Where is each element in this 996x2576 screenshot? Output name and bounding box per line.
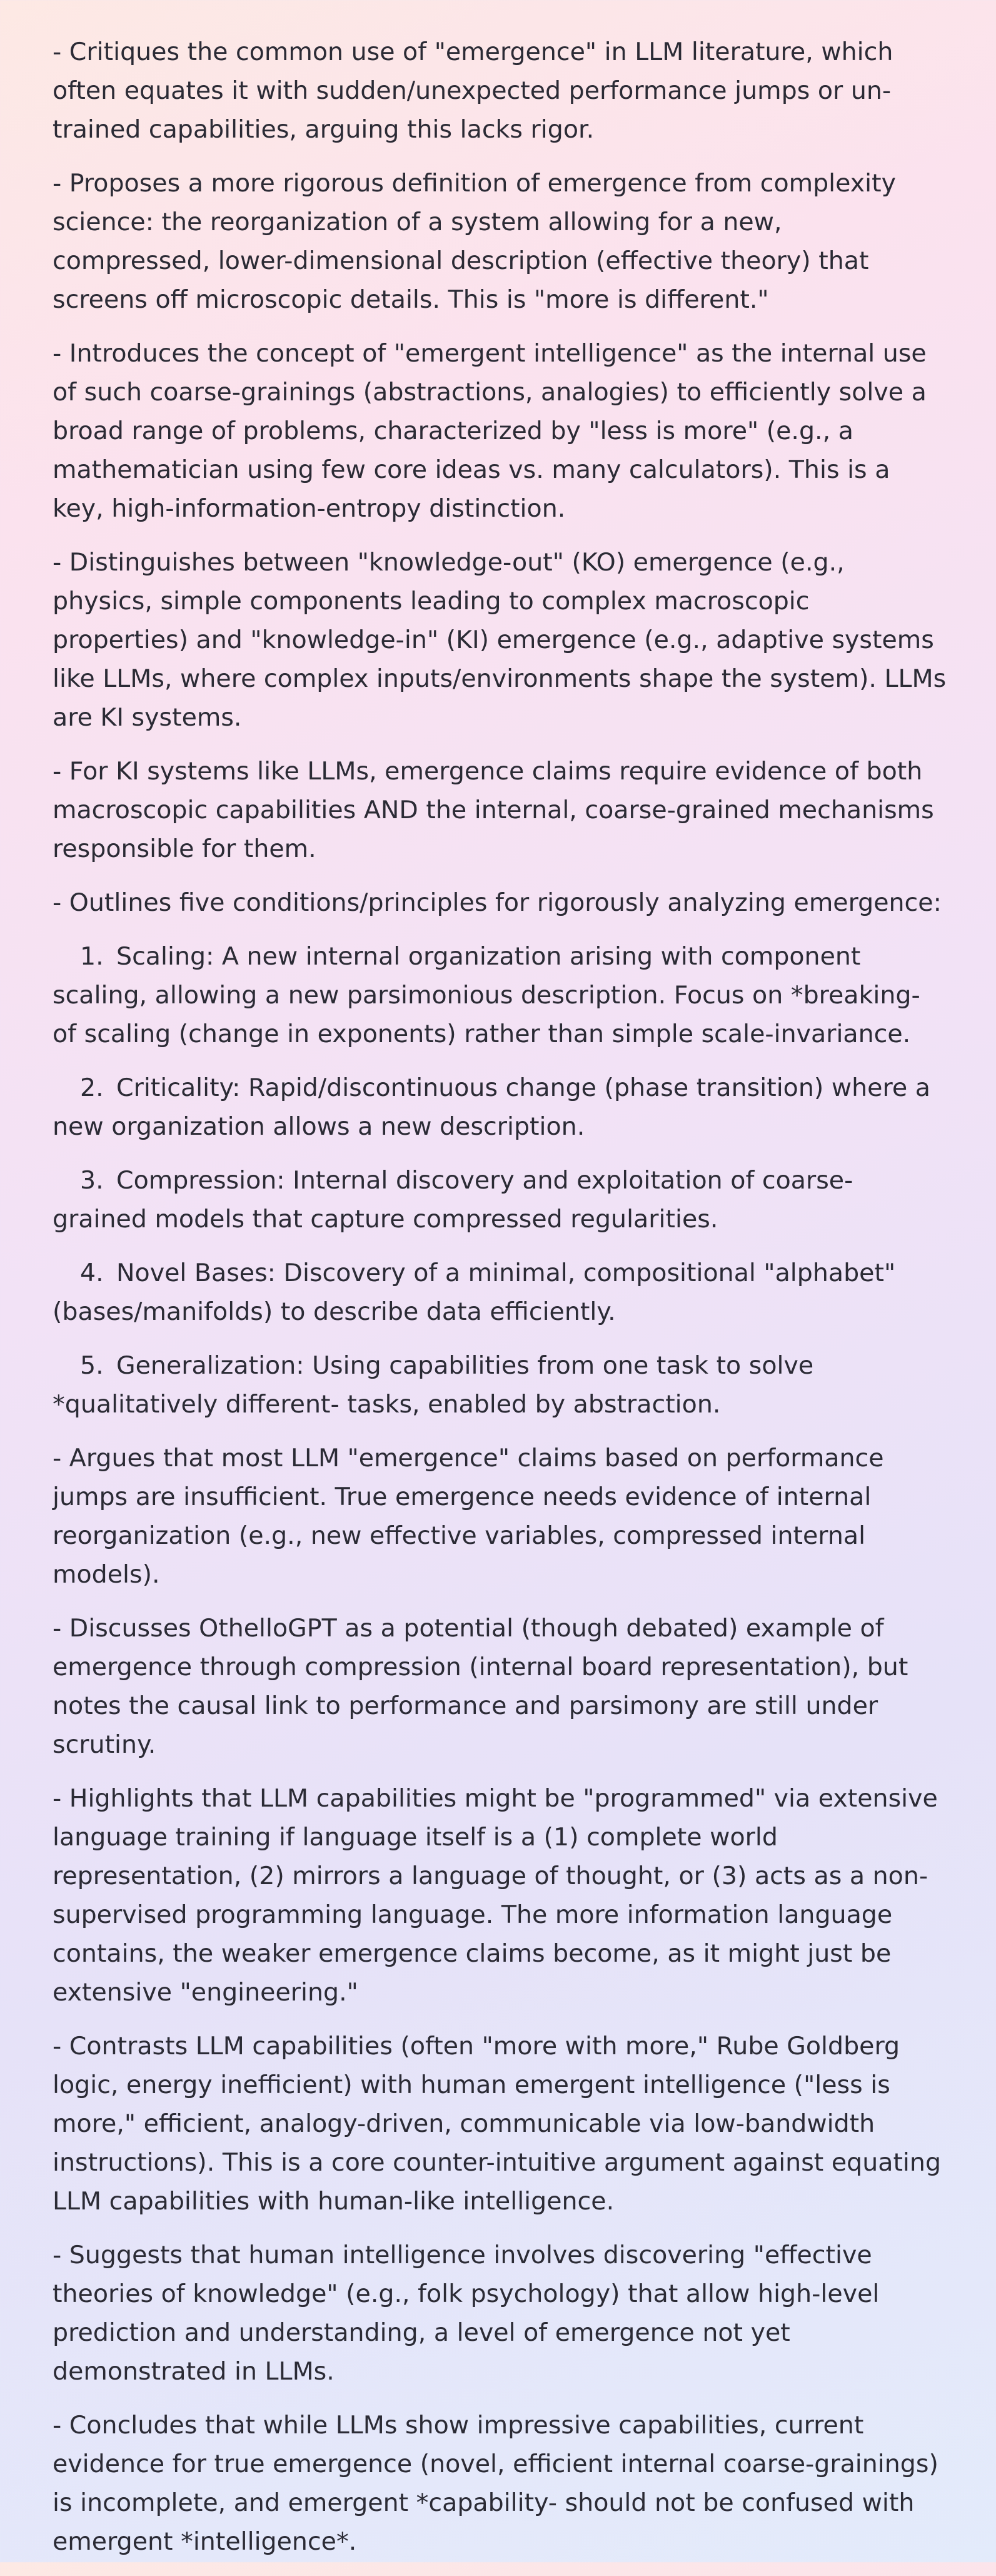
condition-text: Compression: Internal discovery and exploitation of coarse-grained models that capture compressed regularities.	[53, 1166, 853, 1234]
paragraph-insufficient-claims: - Argues that most LLM "emergence" claims based on performance jumps are insufficient. True emergence needs evidence of internal reorganization (e.g., new effective variables, compressed internal models).	[53, 1444, 884, 1589]
condition-item	[53, 1254, 947, 1331]
condition-number: 1.	[80, 942, 104, 971]
condition-text: Criticality: Rapid/discontinuous change (phase transition) where a new organization allows a new description.	[53, 1073, 930, 1141]
condition-item	[53, 937, 947, 1053]
paragraph-ki-evidence: - For KI systems like LLMs, emergence claims require evidence of both macroscopic capabilities AND the internal, coarse-grained mechanisms responsible for them.	[53, 757, 934, 863]
paragraph-emergent-intelligence: - Introduces the concept of "emergent intelligence" as the internal use of such coarse-grainings (abstractions, analogies) to efficiently solve a broad range of problems, characterized by "less is more" (e.g., a mathematician using few core ideas vs. many calculators). This is a key, high-information-entropy distinction.	[53, 339, 927, 523]
paragraph-five-conditions: - Outlines five conditions/principles for rigorously analyzing emergence:	[53, 888, 942, 917]
paragraph-conclusion: - Concludes that while LLMs show impressive capabilities, current evidence for true emergence (novel, efficient internal coarse-grainings) is incomplete, and emergent *capability- should not be confused with emergent *intelligence*.	[53, 2411, 938, 2556]
paragraph-effective-theories: - Suggests that human intelligence involves discovering "effective theories of knowledge" (e.g., folk psychology) that allow high-level prediction and understanding, a level of emergence not yet demonstrated in LLMs.	[53, 2241, 880, 2386]
condition-number: 2.	[80, 1073, 104, 1102]
condition-number: 3.	[80, 1166, 104, 1195]
condition-number: 5.	[80, 1351, 104, 1380]
condition-item	[53, 1346, 947, 1424]
condition-item	[53, 1068, 947, 1146]
condition-number: 4.	[80, 1259, 104, 1287]
summary-document	[53, 33, 947, 2576]
condition-item	[53, 1161, 947, 1239]
condition-text: Generalization: Using capabilities from one task to solve *qualitatively different- tasks, enabled by abstraction.	[53, 1351, 814, 1419]
paragraph-programmed-language: - Highlights that LLM capabilities might be "programmed" via extensive language training if language itself is a (1) complete world representation, (2) mirrors a language of thought, or (3) acts as a non-supervised programming language. The more information language contains, the weaker emergence claims become, as it might just be extensive "engineering."	[53, 1784, 938, 2007]
paragraph-othellogpt: - Discusses OthelloGPT as a potential (though debated) example of emergence through compression (internal board representation), but notes the causal link to performance and parsimony are still under scrutiny.	[53, 1614, 908, 1759]
paragraph-contrast-human: - Contrasts LLM capabilities (often "more with more," Rube Goldberg logic, energy inefficient) with human emergent intelligence ("less is more," efficient, analogy-driven, communicable via low-bandwidth instructions). This is a core counter-intuitive argument against equating LLM capabilities with human-like intelligence.	[53, 2032, 942, 2216]
condition-text: Novel Bases: Discovery of a minimal, compositional "alphabet" (bases/manifolds) to describe data efficiently.	[53, 1259, 896, 1326]
paragraph-critique: - Critiques the common use of "emergence" in LLM literature, which often equates it with sudden/unexpected performance jumps or un-trained capabilities, arguing this lacks rigor.	[53, 38, 893, 144]
paragraph-ko-ki: - Distinguishes between "knowledge-out" (KO) emergence (e.g., physics, simple components leading to complex macroscopic properties) and "knowledge-in" (KI) emergence (e.g., adaptive systems like LLMs, where complex inputs/environments shape the system). LLMs are KI systems.	[53, 548, 947, 732]
condition-text: Scaling: A new internal organization arising with component scaling, allowing a new parsimonious description. Focus on *breaking- of scaling (change in exponents) rather than simple scale-invariance.	[53, 942, 920, 1048]
paragraph-definition: - Proposes a more rigorous definition of emergence from complexity science: the reorganization of a system allowing for a new, compressed, lower-dimensional description (effective theory) that screens off microscopic details. This is "more is different."	[53, 169, 896, 314]
